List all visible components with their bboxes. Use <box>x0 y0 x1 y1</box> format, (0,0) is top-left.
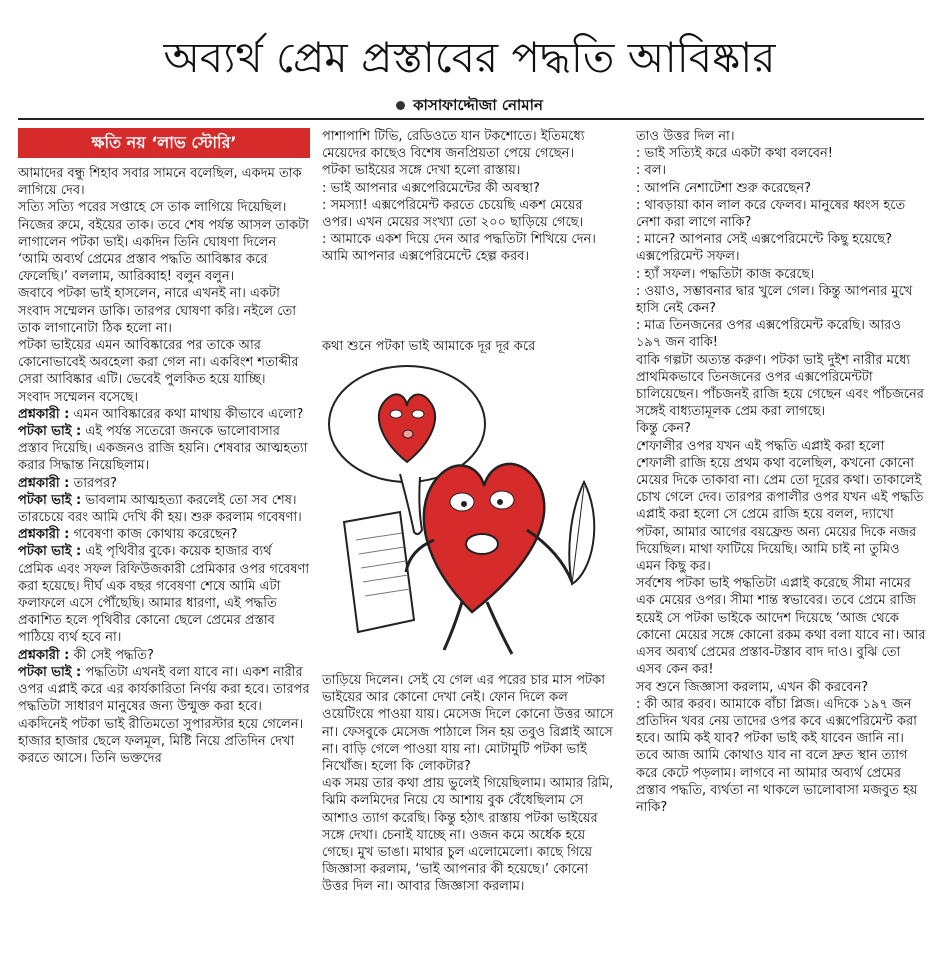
heart-illustration <box>322 362 614 664</box>
paragraph-text: তাও উত্তর দিল না। <box>636 129 735 144</box>
headline: অব্যর্থ প্রেম প্রস্তাবের পদ্ধতি আবিষ্কার <box>163 33 776 82</box>
paragraph-text: গবেষণা কাজ কোথায় করেছেন? <box>69 527 238 543</box>
paragraph-text: কিন্তু কেন? <box>636 421 691 437</box>
paragraph <box>18 664 310 716</box>
paragraph-text: : মানে? আপনার সেই এক্সপেরিমেন্টে কিছু হয়েছে? এক্সপেরিমেন্ট সফল। <box>636 232 892 265</box>
section-banner: ক্ষতি নয় ‘লাভ স্টোরি’ <box>18 128 310 158</box>
column-2-lead <box>322 338 614 358</box>
paragraph-text: তাড়িয়ে দিলেন। সেই যে গেল এর পরের চার মাস পটকা ভাইয়ের আর কোনো দেখা নেই। ফোন দিলে কল ওয়েটিংয়ে পাওয়া যায়। মেসেজ দিলে কোনো উত্তর আসে না। ফেসবুকে মেসেজ পাঠালে সিন হয় তবুও রিপ্লাই আসে না। বাড়ি গেলে পাওয়া যায় না। মোটামুটি পটকা ভাই নিখোঁজ। হলো কি লোকটার? <box>322 673 614 775</box>
paragraph-text: : সমস্যা! এক্সপেরিমেন্ট করতে চেয়েছি একশ মেয়ের ওপর। এখন মেয়ের সংখ্যা তো ২০০ ছাড়িয়ে গেছে। <box>322 197 584 231</box>
paragraph <box>636 162 928 179</box>
paragraph-text: : আপনি নেশাটেশা শুরু করেছেন? <box>636 180 812 196</box>
headline-rule <box>18 118 924 120</box>
paragraph <box>636 317 928 351</box>
paragraph <box>322 197 614 231</box>
paragraph <box>636 231 928 265</box>
paragraph <box>636 575 928 678</box>
paragraph <box>636 438 928 576</box>
paragraph <box>18 337 310 389</box>
paragraph-text: এই পর্যন্ত সতেরো জনকে ভালোবাসার প্রস্তাব দিয়েছি। একজনও রাজি হয়নি। শেষবার আত্মহত্যা করার সিদ্ধান্ত নিয়েছিলাম। <box>18 424 308 474</box>
paragraph-text: : থাবড়ায়া কান লাল করে ফেলব। মানুষের ধ্বংস হতে নেশা করা লাগে নাকি? <box>636 197 906 231</box>
paragraph-text: ভাবলাম আত্মহত্যা করলেই তো সব শেষ। তারচেয়ে বরং আমি দেখি কী হয়। শুরু করলাম গবেষণা। <box>18 492 302 526</box>
paragraph <box>18 492 310 526</box>
paragraph <box>18 543 310 646</box>
paragraph-text: কী সেই পদ্ধতি? <box>69 647 154 663</box>
paragraph <box>18 199 310 285</box>
paragraph <box>636 197 928 231</box>
paragraph <box>322 775 614 895</box>
paragraph-text: সব শুনে জিজ্ঞাসা করলাম, এখন কী করবেন? <box>636 679 869 695</box>
paragraph-text: : মাত্র তিনজনের ওপর এক্সপেরিমেন্ট করেছি। আরও ১৯৭ জন বাকি! <box>636 318 901 351</box>
speaker-label: প্রশ্নকারী : <box>18 406 70 422</box>
speaker-label: প্রশ্নকারী : <box>18 475 70 491</box>
paragraph <box>636 145 928 162</box>
paragraph-text: পদ্ধতিটা এখনই বলা যাবে না। একশ নারীর ওপর এপ্লাই করে এর কার্যকারিতা নির্ণয় করা হবে। তারপর পদ্ধতিটা সাধারণ মানুষের জন্য উন্মুক্ত করা হবে। <box>18 664 310 715</box>
speaker-label: পটকা ভাই : <box>18 492 82 508</box>
paragraph-text: পাশাপাশি টিভি, রেডিওতে যান টকশোতে। ইতিমধ্যে মেয়েদের কাছেও বিশেষ জনপ্রিয়তা পেয়ে গেছেন। <box>322 129 585 162</box>
paragraph <box>636 266 928 283</box>
paragraph-text: সর্বশেষ পটকা ভাই পদ্ধতিটা এপ্লাই করেছে সীমা নামের এক মেয়ের ওপর। সীমা শান্ত স্বভাবের। তবে প্রেমে রাজি হয়েই সে পটকা ভাইকে আদেশ দিয়েছে ‘আজ থেকে কোনো মেয়ের সঙ্গে কোনো রকম কথা বলা যাবে না। আর এসব অব্যর্থ প্রেমের প্রস্তাব-টস্তাব বাদ দাও। বুঝি তো এসব কেন কর! <box>636 576 926 678</box>
paragraph-text: : ওয়াও, সম্ভাবনার দ্বার খুলে গেল। কিন্তু আপনার মুখে হাসি নেই কেন? <box>636 283 913 317</box>
paragraph-text: এক সময় তার কথা প্রায় ভুলেই গিয়েছিলাম। আমার রিমি, ঝিমি কলমিদের নিয়ে যে আশায় বুক বেঁধেছিলাম সে আশাও ত্যাগ করেছি। কিন্তু হঠাৎ রাস্তায় পটকা ভাইয়ের সঙ্গে দেখা। চেনাই যাচ্ছে না। ওজন কমে অর্ধেক হয়ে গেছে। মুখ ভাঙা। মাথার চুল এলোমেলো। কাছে গিয়ে জিজ্ঞাসা করলাম, ‘ভাই আপনার কী হয়েছে।’ কোনো উত্তর দিল না। আবার জিজ্ঞাসা করলাম। <box>322 776 614 895</box>
paragraph <box>322 162 614 179</box>
paragraph-text: পটকা ভাইয়ের এমন আবিষ্কারের পর তাকে আর কোনোভাবেই অবহেলা করা গেল না। একবিংশ শতাব্দীর সেরা আবিষ্কার এটি। ভেবেই পুলকিত হয়ে যাচ্ছি। <box>18 338 299 388</box>
paragraph-text: আমাদের বন্ধু শিহাব সবার সামনে বলেছিল, একদম তাক লাগিয়ে দেব। <box>18 166 302 199</box>
paragraph <box>18 285 310 337</box>
speaker-label: পটকা ভাই : <box>18 424 82 440</box>
paragraph <box>636 352 928 421</box>
paragraph-text: : বল। <box>636 163 667 179</box>
paragraph-text: সত্যি সত্যি পরের সপ্তাহে সে তাক লাগিয়ে দিয়েছিল। নিজের রুমে, বইয়ের তাক। তবে শেষ পর্যন্ত আসল তাকটা লাগালেন পটকা ভাই। একদিন তিনি ঘোষণা দিলেন ‘আমি অব্যর্থ প্রেমের প্রস্তাব পদ্ধতি আবিষ্কার করে ফেলেছি।’ বললাম, আরিব্বাহ! বলুন বলুন। <box>18 200 309 285</box>
paragraph <box>18 716 310 768</box>
paragraph-text: শেফালীর ওপর যখন এই পদ্ধতি এপ্লাই করা হলো শেফালী রাজি হয়ে প্রথম কথা বলেছিল, কখনো কোনো মেয়ের দিকে তাকাবা না। প্রেম তো দূরের কথা। তাকালেই চোখ গেলে দেব। তারপর রূপালীর ওপর যখন এই পদ্ধতি এপ্লাই করা হলো সে প্রেমে রাজি হয়ে বলল, দ্যাখো পটকা, আমার আগের বয়ফ্রেন্ড অন্য মেয়ের দিকে নজর দিয়েছিল। মাথা ফাটিয়ে দিয়েছি। আমি চাই না তুমিও এমন কিছু কর। <box>636 438 924 575</box>
paragraph-text: : হ্যাঁ সফল। পদ্ধতিটা কাজ করেছে। <box>636 266 815 282</box>
paragraph-text: জবাবে পটকা ভাই হাসলেন, নারে এখনই না। একটা সংবাদ সম্মেলন ডাকি। তারপর ঘোষণা করি। নইলে তো তাক লাগানোটা ঠিক হলো না। <box>18 286 297 336</box>
paragraph <box>636 420 928 437</box>
paragraph <box>18 389 310 406</box>
paragraph <box>18 526 310 543</box>
paragraph <box>636 696 928 816</box>
paragraph <box>636 679 928 696</box>
paragraph <box>322 128 614 162</box>
paragraph-text: বাকি গল্পটা অত্যন্ত করুণ। পটকা ভাই দুইশ নারীর মধ্যে প্রাথমিকভাবে তিনজনের ওপর এক্সপেরিমেন্টটা চালিয়েছেন। পাঁচজনই রাজি হয়ে গেছেন এবং পাঁচজনের সঙ্গেই বাধ্যতামূলক প্রেম করা লাগছে। <box>636 352 924 420</box>
paragraph <box>18 647 310 664</box>
column-2-continued <box>322 672 614 960</box>
paragraph <box>18 406 310 423</box>
paragraph <box>18 423 310 475</box>
paragraph <box>636 180 928 197</box>
paragraph-text: সংবাদ সম্মেলন বসেছে। <box>18 389 138 405</box>
paragraph-text: একদিনেই পটকা ভাই রীতিমতো সুপারস্টার হয়ে গেলেন। হাজার হাজার ছেলে ফলমূল, মিষ্টি নিয়ে প্রতিদিন দেখা করতে আসে। তিনি ভক্তদের <box>18 716 304 766</box>
paragraph-text: এমন আবিষ্কারের কথা মাথায় কীভাবে এলো? <box>69 406 304 422</box>
column-3 <box>636 128 928 960</box>
paragraph <box>322 231 614 265</box>
paragraph-text: : কী আর করব। আমাকে বাঁচা প্লিজ। এদিকে ১৯৭ জন প্রতিদিন খবর নেয় তাদের ওপর কবে এক্সপেরিমেন্ট করা হবে। আমি কই যাব? পটকা ভাই কই যাবেন জানি না। তবে আজ আমি কোথাও যাব না বলে দ্রুত স্থান ত্যাগ করে কেটে পড়লাম। লাগবে না আমার অব্যর্থ প্রেমের প্রস্তাব পদ্ধতি, ব্যর্থতা না থাকলে ভালোবাসা মজবুত হয় নাকি? <box>636 696 918 815</box>
paragraph-text: পটকা ভাইয়ের সঙ্গে দেখা হলো রাস্তায়। <box>322 163 521 179</box>
column-1 <box>18 165 310 960</box>
speaker-label: পটকা ভাই : <box>18 544 82 560</box>
paragraph <box>636 128 928 145</box>
paragraph <box>18 165 310 199</box>
paragraph <box>322 180 614 197</box>
paragraph-text: : ভাই আপনার এক্সপেরিমেন্টের কী অবস্থা? <box>322 180 540 196</box>
speaker-label: প্রশ্নকারী : <box>18 647 70 663</box>
paragraph <box>18 475 310 492</box>
paragraph-text: তারপর? <box>69 475 118 491</box>
paragraph-text: : আমাকে একশ দিয়ে দেন আর পদ্ধতিটা শিখিয়ে দেন। আমি আপনার এক্সপেরিমেন্টে হেল্প করব। <box>322 232 596 265</box>
bullet-dot-icon <box>396 101 405 110</box>
speaker-label: পটকা ভাই : <box>18 664 82 680</box>
author-name: কাসাফাদ্দৌজা নোমান <box>413 96 543 114</box>
paragraph-text: এই পৃথিবীর বুকে। কয়েক হাজার ব্যর্থ প্রেমিক এবং সফল রিফিউজকারী প্রেমিকার ওপর গবেষণা করা হয়েছে। দীর্ঘ এক বছর গবেষণা শেষে আমি এটা ফলাফলে এসে পৌঁছেছি। আমার ধারণা, এই পদ্ধতি প্রকাশিত হলে পৃথিবীর কোনো ছেলে প্রেমের প্রস্তাব পাঠিয়ে ব্যর্থ হবে না। <box>18 544 310 646</box>
paragraph <box>636 283 928 317</box>
byline <box>0 94 939 119</box>
speaker-label: প্রশ্নকারী : <box>18 527 70 543</box>
paragraph-text: : ভাই সত্যিই করে একটা কথা বলবেন! <box>636 146 833 162</box>
paragraph <box>322 672 614 775</box>
column-2 <box>322 128 614 324</box>
paragraph: কথা শুনে পটকা ভাই আমাকে দূর দূর করে <box>322 339 536 354</box>
